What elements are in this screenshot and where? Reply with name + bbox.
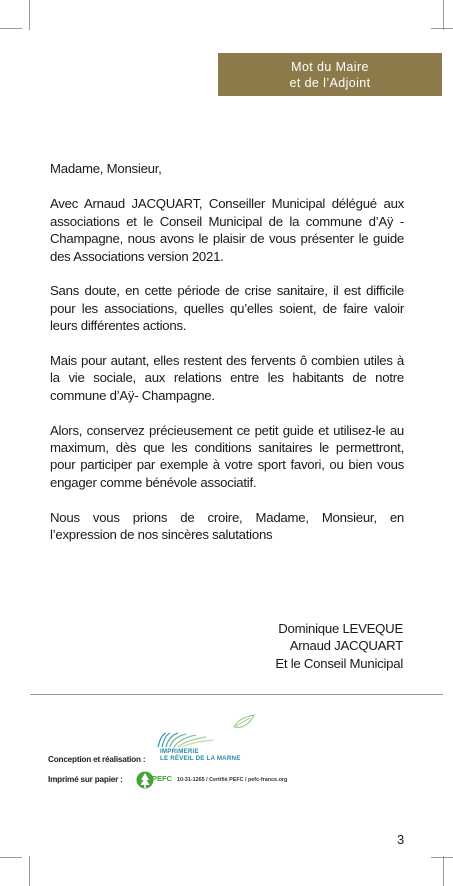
letter-paragraph: Mais pour autant, elles restent des fervents ô combien utiles à la vie sociale, aux relations entre les habitants de notre commune d’Aÿ- Champagne. (50, 353, 404, 403)
letter-paragraph: Alors, conservez précieusement ce petit guide et utilisez-le au maximum, dès que les conditions sanitaires le permettront, pour participer par exemple à votre sport favori, ou bien vous engager comme bénévole associatif. (50, 422, 404, 490)
signature-council: Et le Conseil Municipal (275, 655, 403, 671)
paper-label: Imprimé sur papier : (48, 775, 123, 784)
crop-mark (29, 0, 30, 30)
signature-mayor: Dominique LEVEQUE (278, 621, 403, 636)
pefc-certification: 10-31-1265 / Certifié PEFC / pefc-france.org (177, 777, 288, 783)
printer-name (160, 748, 241, 762)
section-header-band (218, 53, 442, 96)
page-number: 3 (397, 832, 405, 847)
crop-mark (443, 856, 444, 886)
conception-label: Conception et réalisation : (48, 755, 146, 764)
letter-paragraph: Sans doute, en cette période de crise sanitaire, il est difficile pour les associations, quelles qu’elles soient, de faire valoir leurs différentes actions. (50, 283, 404, 334)
crop-mark (0, 28, 22, 29)
footer-divider (30, 694, 443, 695)
signature-block (275, 620, 403, 672)
crop-mark (431, 28, 453, 29)
crop-mark (443, 0, 444, 30)
letter-paragraph: Avec Arnaud JACQUART, Conseiller Municipal délégué aux associations et le Conseil Municipal de la commune d’Aÿ -Champagne, nous avons le plaisir de vous présenter le guide des Associations version 2021. (50, 196, 404, 264)
header-line-2: et de l’Adjoint (289, 75, 371, 90)
letter-salutation: Madame, Monsieur, (50, 161, 162, 176)
header-line-1: Mot du Maire (291, 59, 369, 74)
crop-mark (431, 857, 453, 858)
crop-mark (0, 857, 22, 858)
pefc-word: PEFC (152, 774, 173, 783)
letter-body (50, 160, 404, 561)
letter-paragraph: Nous vous prions de croire, Madame, Monsieur, en l’expression de nos sincères salutations (50, 509, 404, 543)
printer-name-line-1: IMPRIMERIE (160, 748, 199, 755)
crop-mark (29, 856, 30, 886)
printer-name-line-2: LE RÉVEIL DE LA MARNE (160, 755, 241, 762)
signature-deputy: Arnaud JACQUART (289, 638, 403, 654)
